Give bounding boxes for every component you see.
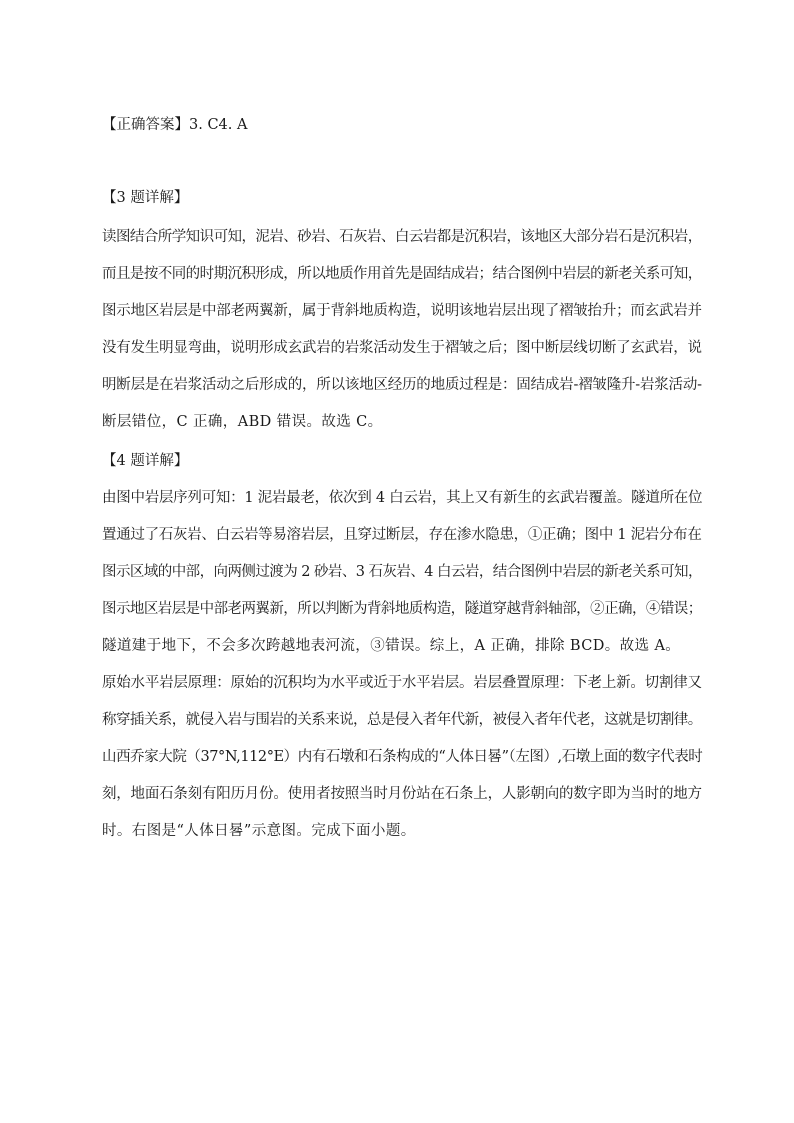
section-4-heading: 【4 题详解】	[102, 453, 189, 469]
section-3-heading: 【3 题详解】	[102, 190, 189, 206]
section-4-line: 置通过了石灰岩、白云岩等易溶岩层，且穿过断层，存在渗水隐患，①正确；图中 1 泥岩分布在	[102, 527, 702, 543]
section-4-line: 图示区域的中部，向两侧过渡为 2 砂岩、3 石灰岩、4 白云岩，结合图例中岩层的新老关系可知，	[102, 564, 702, 580]
section-4-line: 原始水平岩层原理：原始的沉积均为水平或近于水平岩层。岩层叠置原理：下老上新。切割律又	[102, 675, 702, 691]
section-3-line: 图示地区岩层是中部老两翼新，属于背斜地质构造，说明该地岩层出现了褶皱抬升；而玄武岩并	[102, 303, 702, 319]
section-4-line: 隧道建于地下，不会多次跨越地表河流，③错误。综上，A 正确，排除 BCD。故选 A。	[102, 638, 681, 654]
section-4-line: 时。右图是“人体日晷”示意图。完成下面小题。	[102, 823, 416, 839]
section-3-line: 明断层是在岩浆活动之后形成的，所以该地区经历的地质过程是：固结成岩-褶皱隆升-岩浆活动-	[102, 377, 702, 393]
section-4-line: 刻，地面石条刻有阳历月份。使用者按照当时月份站在石条上，人影朝向的数字即为当时的地方	[102, 786, 702, 802]
section-3-line: 而且是按不同的时期沉积形成，所以地质作用首先是固结成岩；结合图例中岩层的新老关系可知，	[102, 266, 702, 282]
section-4-line: 山西乔家大院（37°N,112°E）内有石墩和石条构成的“人体日晷”（左图）,石墩上面的数字代表时	[102, 749, 703, 765]
section-4-line: 图示地区岩层是中部老两翼新，所以判断为背斜地质构造，隧道穿越背斜轴部，②正确，④错误；	[102, 601, 702, 617]
section-4-line: 由图中岩层序列可知：1 泥岩最老，依次到 4 白云岩，其上又有新生的玄武岩覆盖。隧道所在位	[102, 490, 703, 506]
section-3-line: 没有发生明显弯曲，说明形成玄武岩的岩浆活动发生于褶皱之后；图中断层线切断了玄武岩，说	[102, 340, 702, 356]
section-4-line: 称穿插关系，就侵入岩与围岩的关系来说，总是侵入者年代新，被侵入者年代老，这就是切割律。	[102, 712, 702, 728]
answer-line: 【正确答案】3. C4. A	[102, 117, 248, 133]
section-3-line: 读图结合所学知识可知，泥岩、砂岩、石灰岩、白云岩都是沉积岩，该地区大部分岩石是沉积岩，	[102, 229, 702, 245]
section-3-line: 断层错位，C 正确，ABD 错误。故选 C。	[102, 414, 383, 430]
